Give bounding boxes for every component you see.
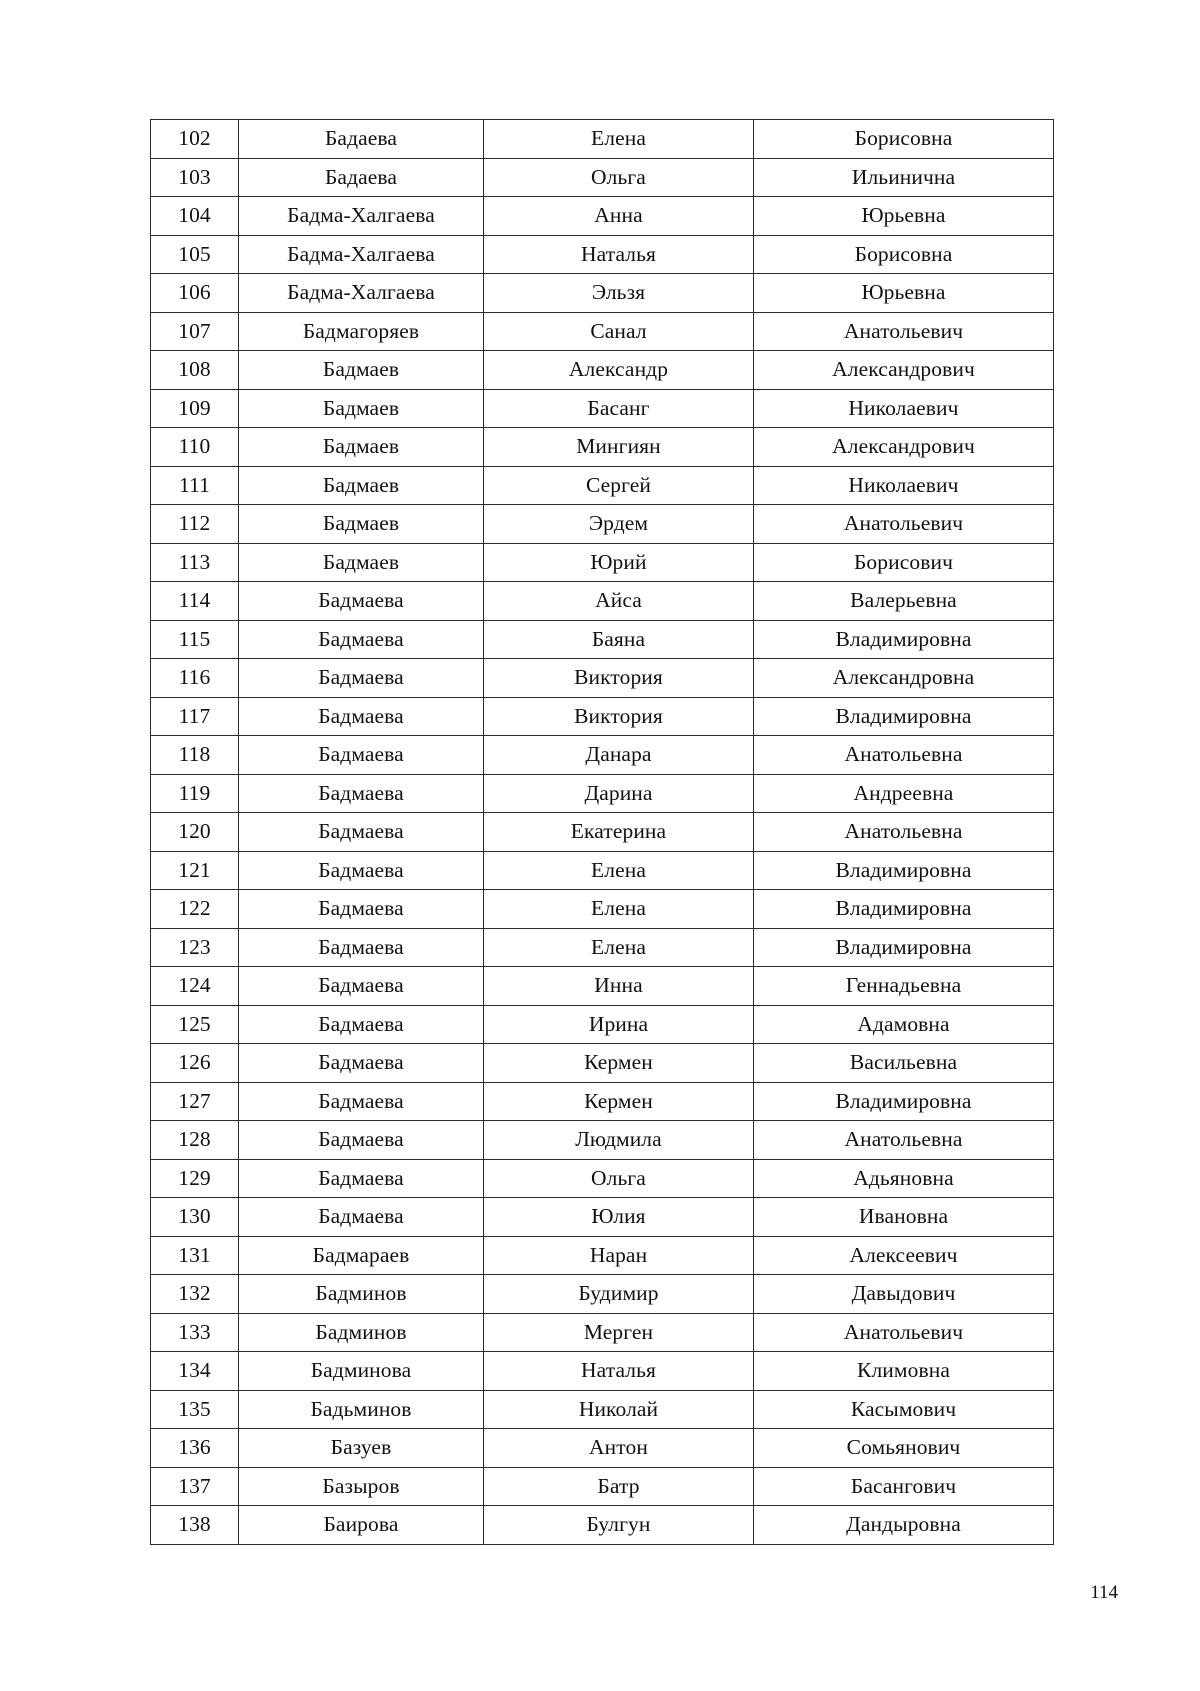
first-name-cell: Санал: [484, 312, 754, 351]
patronymic-cell: Владимировна: [754, 1082, 1054, 1121]
row-number-cell: 131: [151, 1236, 239, 1275]
page-number: 114: [1090, 1582, 1118, 1603]
last-name-cell: Бадмаев: [239, 428, 484, 467]
patronymic-cell: Анатольевич: [754, 312, 1054, 351]
table-row: [151, 1082, 1054, 1121]
row-number-cell: 133: [151, 1313, 239, 1352]
table-row: [151, 1159, 1054, 1198]
row-number-cell: 126: [151, 1044, 239, 1083]
table-row: [151, 466, 1054, 505]
first-name-cell: Кермен: [484, 1082, 754, 1121]
first-name-cell: Булгун: [484, 1506, 754, 1545]
names-table-body: [151, 120, 1054, 1545]
last-name-cell: Баирова: [239, 1506, 484, 1545]
row-number-cell: 122: [151, 890, 239, 929]
last-name-cell: Бадминов: [239, 1275, 484, 1314]
last-name-cell: Бадмаева: [239, 1121, 484, 1160]
last-name-cell: Бадмаева: [239, 697, 484, 736]
table-row: [151, 505, 1054, 544]
last-name-cell: Бадмаева: [239, 1198, 484, 1237]
last-name-cell: Бадминова: [239, 1352, 484, 1391]
row-number-cell: 116: [151, 659, 239, 698]
last-name-cell: Бадмаева: [239, 1159, 484, 1198]
first-name-cell: Ольга: [484, 1159, 754, 1198]
table-row: [151, 1198, 1054, 1237]
last-name-cell: Бадмаева: [239, 851, 484, 890]
row-number-cell: 110: [151, 428, 239, 467]
patronymic-cell: Андреевна: [754, 774, 1054, 813]
patronymic-cell: Борисовна: [754, 235, 1054, 274]
patronymic-cell: Адамовна: [754, 1005, 1054, 1044]
last-name-cell: Бадмаев: [239, 505, 484, 544]
row-number-cell: 111: [151, 466, 239, 505]
first-name-cell: Эльзя: [484, 274, 754, 313]
row-number-cell: 130: [151, 1198, 239, 1237]
patronymic-cell: Владимировна: [754, 890, 1054, 929]
last-name-cell: Бадма-Халгаева: [239, 235, 484, 274]
first-name-cell: Екатерина: [484, 813, 754, 852]
first-name-cell: Сергей: [484, 466, 754, 505]
row-number-cell: 138: [151, 1506, 239, 1545]
table-row: [151, 428, 1054, 467]
table-row: [151, 851, 1054, 890]
table-row: [151, 1506, 1054, 1545]
patronymic-cell: Сомьянович: [754, 1429, 1054, 1468]
first-name-cell: Кермен: [484, 1044, 754, 1083]
last-name-cell: Бадаева: [239, 158, 484, 197]
patronymic-cell: Николаевич: [754, 466, 1054, 505]
row-number-cell: 117: [151, 697, 239, 736]
first-name-cell: Мингиян: [484, 428, 754, 467]
first-name-cell: Наран: [484, 1236, 754, 1275]
last-name-cell: Бадмаев: [239, 466, 484, 505]
patronymic-cell: Геннадьевна: [754, 967, 1054, 1006]
patronymic-cell: Алексеевич: [754, 1236, 1054, 1275]
row-number-cell: 134: [151, 1352, 239, 1391]
first-name-cell: Эрдем: [484, 505, 754, 544]
first-name-cell: Батр: [484, 1467, 754, 1506]
first-name-cell: Елена: [484, 120, 754, 159]
patronymic-cell: Александрович: [754, 428, 1054, 467]
first-name-cell: Мерген: [484, 1313, 754, 1352]
row-number-cell: 127: [151, 1082, 239, 1121]
patronymic-cell: Борисович: [754, 543, 1054, 582]
row-number-cell: 128: [151, 1121, 239, 1160]
patronymic-cell: Климовна: [754, 1352, 1054, 1391]
table-row: [151, 1467, 1054, 1506]
last-name-cell: Бадмагоряев: [239, 312, 484, 351]
table-row: [151, 582, 1054, 621]
patronymic-cell: Владимировна: [754, 697, 1054, 736]
row-number-cell: 121: [151, 851, 239, 890]
row-number-cell: 109: [151, 389, 239, 428]
last-name-cell: Бадмаева: [239, 659, 484, 698]
table-row: [151, 120, 1054, 159]
row-number-cell: 103: [151, 158, 239, 197]
row-number-cell: 104: [151, 197, 239, 236]
table-row: [151, 197, 1054, 236]
first-name-cell: Виктория: [484, 697, 754, 736]
patronymic-cell: Валерьевна: [754, 582, 1054, 621]
first-name-cell: Александр: [484, 351, 754, 390]
row-number-cell: 108: [151, 351, 239, 390]
row-number-cell: 118: [151, 736, 239, 775]
last-name-cell: Бадмаева: [239, 813, 484, 852]
first-name-cell: Юрий: [484, 543, 754, 582]
last-name-cell: Бадмаева: [239, 1044, 484, 1083]
last-name-cell: Бадмаев: [239, 351, 484, 390]
patronymic-cell: Юрьевна: [754, 274, 1054, 313]
table-row: [151, 774, 1054, 813]
table-row: [151, 1005, 1054, 1044]
first-name-cell: Елена: [484, 890, 754, 929]
table-row: [151, 697, 1054, 736]
first-name-cell: Елена: [484, 928, 754, 967]
last-name-cell: Бадмаева: [239, 582, 484, 621]
patronymic-cell: Анатольевна: [754, 813, 1054, 852]
table-row: [151, 389, 1054, 428]
last-name-cell: Бадмаева: [239, 620, 484, 659]
last-name-cell: Бадмаев: [239, 389, 484, 428]
patronymic-cell: Басангович: [754, 1467, 1054, 1506]
first-name-cell: Юлия: [484, 1198, 754, 1237]
row-number-cell: 102: [151, 120, 239, 159]
table-row: [151, 274, 1054, 313]
table-row: [151, 890, 1054, 929]
patronymic-cell: Владимировна: [754, 851, 1054, 890]
row-number-cell: 105: [151, 235, 239, 274]
patronymic-cell: Анатольевич: [754, 1313, 1054, 1352]
row-number-cell: 120: [151, 813, 239, 852]
first-name-cell: Данара: [484, 736, 754, 775]
patronymic-cell: Владимировна: [754, 928, 1054, 967]
last-name-cell: Базыров: [239, 1467, 484, 1506]
table-row: [151, 1352, 1054, 1391]
patronymic-cell: Владимировна: [754, 620, 1054, 659]
row-number-cell: 135: [151, 1390, 239, 1429]
row-number-cell: 114: [151, 582, 239, 621]
first-name-cell: Людмила: [484, 1121, 754, 1160]
first-name-cell: Наталья: [484, 235, 754, 274]
first-name-cell: Виктория: [484, 659, 754, 698]
row-number-cell: 129: [151, 1159, 239, 1198]
patronymic-cell: Юрьевна: [754, 197, 1054, 236]
table-row: [151, 659, 1054, 698]
last-name-cell: Бадминов: [239, 1313, 484, 1352]
first-name-cell: Николай: [484, 1390, 754, 1429]
row-number-cell: 112: [151, 505, 239, 544]
patronymic-cell: Николаевич: [754, 389, 1054, 428]
last-name-cell: Бадмаева: [239, 736, 484, 775]
table-row: [151, 1429, 1054, 1468]
row-number-cell: 137: [151, 1467, 239, 1506]
last-name-cell: Бадмаева: [239, 928, 484, 967]
row-number-cell: 136: [151, 1429, 239, 1468]
first-name-cell: Ирина: [484, 1005, 754, 1044]
row-number-cell: 125: [151, 1005, 239, 1044]
patronymic-cell: Дандыровна: [754, 1506, 1054, 1545]
row-number-cell: 107: [151, 312, 239, 351]
table-row: [151, 1390, 1054, 1429]
last-name-cell: Бадмаева: [239, 1082, 484, 1121]
patronymic-cell: Анатольевна: [754, 1121, 1054, 1160]
first-name-cell: Айса: [484, 582, 754, 621]
row-number-cell: 123: [151, 928, 239, 967]
first-name-cell: Дарина: [484, 774, 754, 813]
table-row: [151, 158, 1054, 197]
patronymic-cell: Ивановна: [754, 1198, 1054, 1237]
patronymic-cell: Анатольевич: [754, 505, 1054, 544]
last-name-cell: Бадмаева: [239, 967, 484, 1006]
row-number-cell: 115: [151, 620, 239, 659]
last-name-cell: Бадма-Халгаева: [239, 274, 484, 313]
first-name-cell: Инна: [484, 967, 754, 1006]
first-name-cell: Анна: [484, 197, 754, 236]
row-number-cell: 124: [151, 967, 239, 1006]
last-name-cell: Бадмаева: [239, 1005, 484, 1044]
table-row: [151, 620, 1054, 659]
row-number-cell: 119: [151, 774, 239, 813]
patronymic-cell: Васильевна: [754, 1044, 1054, 1083]
patronymic-cell: Борисовна: [754, 120, 1054, 159]
row-number-cell: 132: [151, 1275, 239, 1314]
table-row: [151, 351, 1054, 390]
table-row: [151, 543, 1054, 582]
table-row: [151, 312, 1054, 351]
names-table: [150, 119, 1054, 1545]
table-row: [151, 1236, 1054, 1275]
last-name-cell: Бадьминов: [239, 1390, 484, 1429]
first-name-cell: Баяна: [484, 620, 754, 659]
patronymic-cell: Анатольевна: [754, 736, 1054, 775]
patronymic-cell: Касымович: [754, 1390, 1054, 1429]
table-row: [151, 1121, 1054, 1160]
last-name-cell: Бадмараев: [239, 1236, 484, 1275]
first-name-cell: Наталья: [484, 1352, 754, 1391]
last-name-cell: Бадмаев: [239, 543, 484, 582]
patronymic-cell: Александровна: [754, 659, 1054, 698]
first-name-cell: Антон: [484, 1429, 754, 1468]
row-number-cell: 106: [151, 274, 239, 313]
patronymic-cell: Александрович: [754, 351, 1054, 390]
table-row: [151, 967, 1054, 1006]
last-name-cell: Бадаева: [239, 120, 484, 159]
last-name-cell: Базуев: [239, 1429, 484, 1468]
first-name-cell: Басанг: [484, 389, 754, 428]
row-number-cell: 113: [151, 543, 239, 582]
first-name-cell: Елена: [484, 851, 754, 890]
patronymic-cell: Ильинична: [754, 158, 1054, 197]
patronymic-cell: Давыдович: [754, 1275, 1054, 1314]
table-row: [151, 235, 1054, 274]
table-row: [151, 1044, 1054, 1083]
last-name-cell: Бадма-Халгаева: [239, 197, 484, 236]
last-name-cell: Бадмаева: [239, 890, 484, 929]
table-row: [151, 736, 1054, 775]
last-name-cell: Бадмаева: [239, 774, 484, 813]
patronymic-cell: Адьяновна: [754, 1159, 1054, 1198]
first-name-cell: Будимир: [484, 1275, 754, 1314]
first-name-cell: Ольга: [484, 158, 754, 197]
table-row: [151, 1275, 1054, 1314]
table-row: [151, 928, 1054, 967]
table-row: [151, 813, 1054, 852]
table-row: [151, 1313, 1054, 1352]
